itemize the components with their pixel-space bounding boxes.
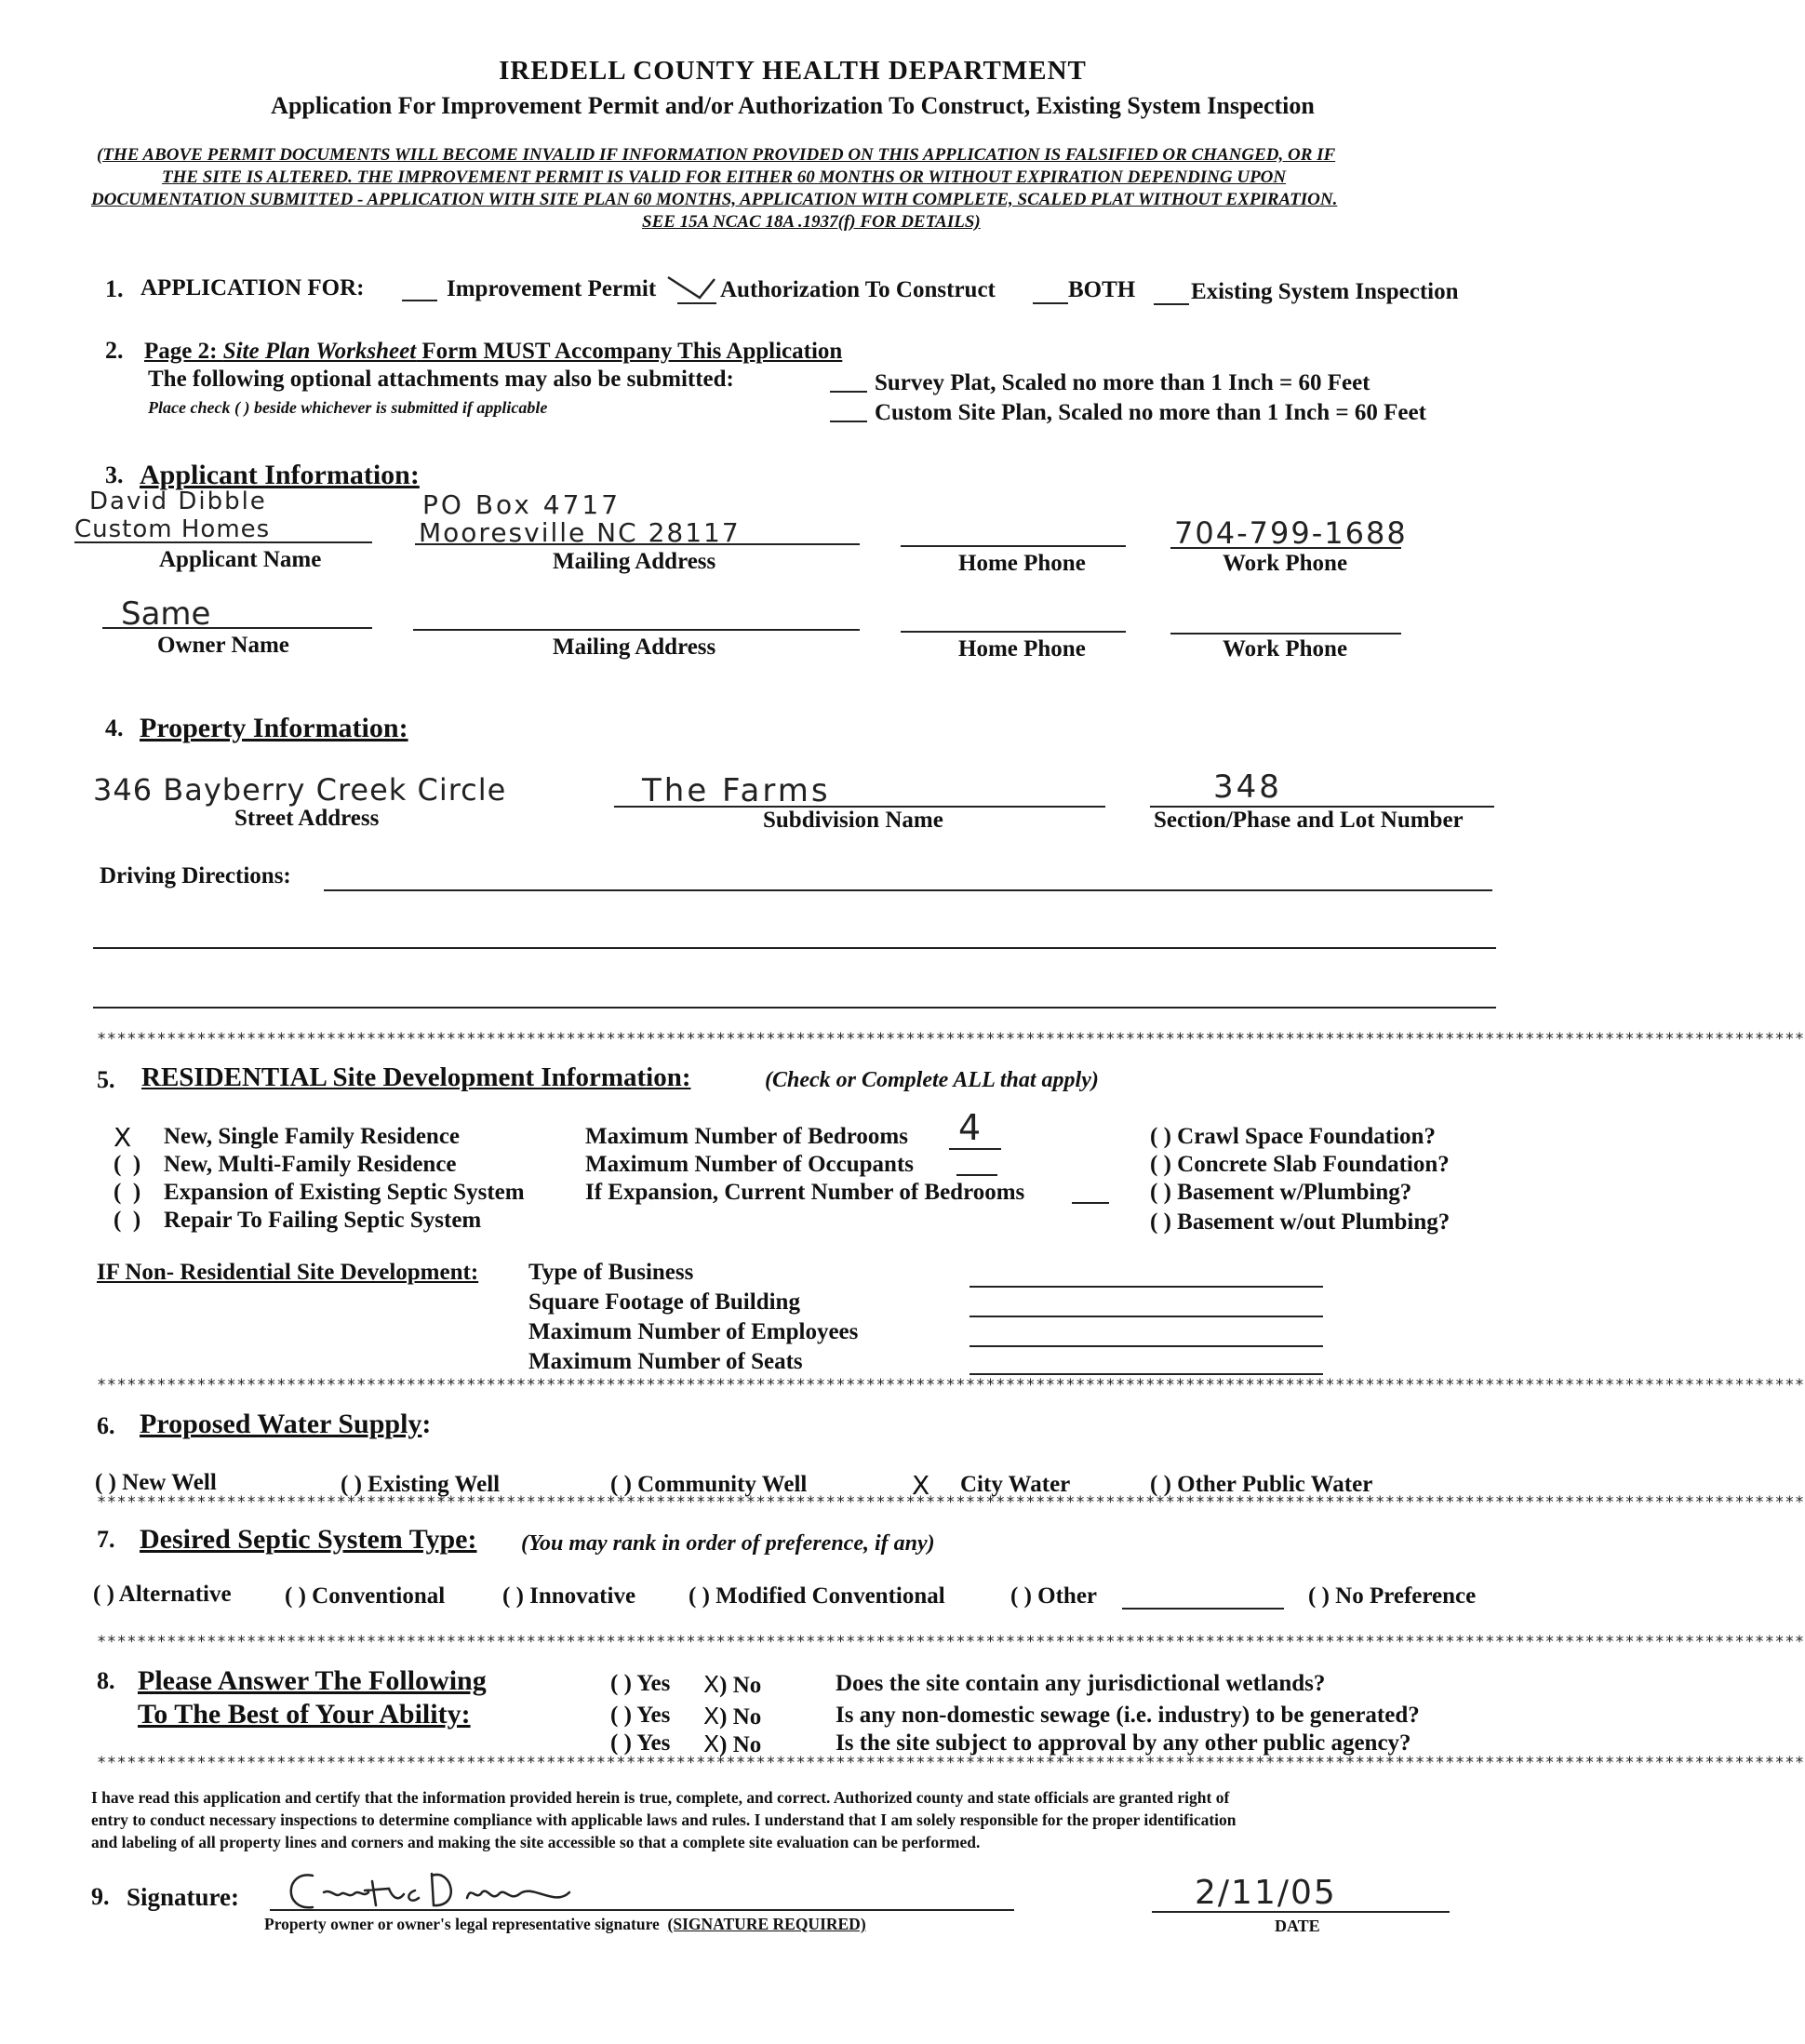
section-number: 2. [105,337,124,364]
property-info-title: Property Information: [140,713,408,743]
separator-stars: *************************************************************************************************************************************************************************** [97,1376,1805,1395]
conventional-option[interactable]: ( ) Conventional [285,1583,446,1609]
driving-directions-line-2[interactable] [93,947,1496,949]
basement-plumbing-checkbox[interactable]: ( ) Basement w/Plumbing? [1150,1180,1412,1205]
basement-no-plumbing-checkbox[interactable]: ( ) Basement w/out Plumbing? [1150,1209,1451,1235]
other-option[interactable]: ( ) Other [1010,1583,1098,1609]
driving-directions-line-1[interactable] [324,889,1492,891]
new-single-family-label: New, Single Family Residence [164,1124,461,1149]
applicant-name-value-line2: Custom Homes [74,515,271,543]
site-plan-suffix: Form MUST Accompany This Application [416,339,843,364]
application-for-label: APPLICATION FOR: [140,275,365,301]
water-supply-title [140,1409,431,1440]
signature-caption-text: Property owner or owner's legal representative signature [264,1915,660,1933]
type-of-business-line[interactable] [969,1286,1323,1288]
modified-conventional-option[interactable]: ( ) Modified Conventional [689,1583,945,1609]
water-supply-title-text: Proposed Water Supply [140,1409,422,1439]
work-phone-line[interactable] [1170,547,1401,549]
septic-type-title: Desired Septic System Type: [140,1524,477,1555]
no-mark: X [703,1671,720,1698]
optional-attachments-text: The following optional attachments may also be submitted: [148,367,734,392]
max-employees-label: Maximum Number of Employees [528,1319,859,1344]
authorization-check-mark [666,274,722,307]
applicant-name-line[interactable] [74,541,372,543]
site-plan-prefix: Page 2: [144,339,223,364]
improvement-permit-blank[interactable] [402,300,437,301]
certification-line2: entry to conduct necessary inspections to determine compliance with applicable laws and rules. I understand that I am solely responsible for the proper identification [91,1810,1237,1829]
basement-no-plumbing-label: ) Basement w/out Plumbing? [1163,1209,1451,1235]
applicant-name-value-line1: David Dibble [89,488,267,515]
other-agency-question: Is the site subject to approval by any other public agency? [836,1730,1411,1756]
no-label: ) No [719,1704,762,1730]
site-plan-requirement [144,339,842,365]
checkbox-mark: X [114,1122,132,1153]
mailing-address-value-line2: Mooresville NC 28117 [419,517,741,548]
mailing-address-label: Mailing Address [553,549,716,574]
separator-stars: *************************************************************************************************************************************************************************** [97,1754,1805,1772]
non-domestic-sewage-question: Is any non-domestic sewage (i.e. industry) to be generated? [836,1703,1420,1728]
other-agency-yes[interactable]: ( ) Yes [610,1730,671,1756]
both-blank[interactable] [1033,302,1068,304]
section-number: 6. [97,1412,115,1439]
crawl-space-checkbox[interactable]: ( ) Crawl Space Foundation? [1150,1124,1436,1149]
septic-type-note: (You may rank in order of preference, if any) [521,1531,935,1556]
other-septic-line[interactable] [1122,1608,1284,1610]
subdivision-value: The Farms [642,772,831,809]
separator-stars: *************************************************************************************************************************************************************************** [97,1633,1805,1651]
validity-notice-line1: (THE ABOVE PERMIT DOCUMENTS WILL BECOME INVALID IF INFORMATION PROVIDED ON THIS APPLICATION IS FALSIFIED OR CHANGED, OR IF [97,145,1336,165]
signature-required: (SIGNATURE REQUIRED) [667,1915,866,1933]
no-preference-option[interactable]: ( ) No Preference [1308,1583,1477,1609]
place-check-instructions: Place check ( ) beside whichever is submitted if applicable [148,398,548,417]
mailing-address-value-line1: PO Box 4717 [422,489,622,520]
street-address-label: Street Address [234,806,380,831]
questions-title-line1: Please Answer The Following [138,1665,487,1696]
no-mark: X [703,1730,720,1757]
repair-checkbox[interactable]: ( ) [114,1208,141,1233]
validity-notice-line3: DOCUMENTATION SUBMITTED - APPLICATION WITH SITE PLAN 60 MONTHS, APPLICATION WITH COMPLETE, SCALED PLAT WITHOUT EXPIRATION. [91,190,1338,209]
applicant-name-label: Applicant Name [159,547,322,572]
section-number: 3. [105,461,124,488]
form-subtitle: Application For Improvement Permit and/or Authorization To Construct, Existing System Inspection [271,92,1315,119]
checkbox-mark: X [912,1470,930,1501]
driving-directions-line-3[interactable] [93,1007,1496,1009]
certification-line1: I have read this application and certify that the information provided herein is true, complete, and correct. Authorized county and state officials are granted right of [91,1788,1230,1807]
expansion-bedrooms-line[interactable] [1072,1202,1109,1204]
new-well-option[interactable]: ( ) New Well [95,1470,217,1495]
section-number: 4. [105,715,124,741]
work-phone-value: 704-799-1688 [1174,515,1408,551]
non-residential-title: IF Non- Residential Site Development: [97,1260,479,1285]
no-mark: X [703,1703,720,1730]
survey-plat-blank[interactable] [830,391,867,393]
section-number: 7. [97,1526,115,1553]
owner-home-phone-label: Home Phone [958,636,1086,661]
home-phone-line[interactable] [901,545,1126,547]
wetlands-yes[interactable]: ( ) Yes [610,1671,671,1696]
community-well-option[interactable]: ( ) Community Well [610,1472,808,1497]
custom-site-plan-blank[interactable] [830,421,867,422]
existing-system-inspection-option: Existing System Inspection [1191,279,1459,304]
owner-mailing-line[interactable] [413,629,860,631]
non-domestic-sewage-no[interactable] [703,1703,761,1730]
survey-plat-option: Survey Plat, Scaled no more than 1 Inch = 60 Feet [875,370,1370,395]
max-bedrooms-label: Maximum Number of Bedrooms [585,1124,908,1149]
owner-work-phone-line[interactable] [1170,633,1401,635]
improvement-permit-option: Improvement Permit [447,276,657,301]
concrete-slab-label: ) Concrete Slab Foundation? [1163,1152,1450,1177]
new-multi-family-label: New, Multi-Family Residence [164,1152,457,1177]
residential-note: (Check or Complete ALL that apply) [765,1068,1099,1092]
max-bedrooms-line[interactable] [949,1148,1001,1150]
custom-site-plan-option: Custom Site Plan, Scaled no more than 1 Inch = 60 Feet [875,400,1426,425]
square-footage-label: Square Footage of Building [528,1289,800,1315]
section-number: 9. [91,1883,110,1910]
site-plan-worksheet: Site Plan Worksheet [222,339,417,364]
repair-label: Repair To Failing Septic System [164,1208,482,1233]
max-seats-label: Maximum Number of Seats [528,1349,803,1374]
owner-name-label: Owner Name [157,633,289,658]
mailing-address-line[interactable] [415,543,860,545]
owner-name-value: Same [121,595,211,633]
form-title: IREDELL COUNTY HEALTH DEPARTMENT [499,56,1087,86]
new-multi-family-checkbox[interactable]: ( ) [114,1152,141,1177]
home-phone-label: Home Phone [958,551,1086,576]
section-number: 1. [105,275,124,302]
separator-stars: *************************************************************************************************************************************************************************** [97,1493,1805,1512]
date-value: 2/11/05 [1195,1874,1337,1912]
expansion-checkbox[interactable]: ( ) [114,1180,141,1205]
expansion-bedrooms-label: If Expansion, Current Number of Bedrooms [585,1180,1025,1205]
both-option: BOTH [1068,277,1136,302]
new-single-family-checkbox[interactable] [114,1122,131,1153]
crawl-space-label: ) Crawl Space Foundation? [1163,1124,1436,1149]
max-bedrooms-value: 4 [958,1107,982,1148]
questions-title-line2: To The Best of Your Ability: [138,1699,471,1730]
basement-plumbing-label: ) Basement w/Plumbing? [1163,1180,1412,1205]
no-label: ) No [719,1673,762,1698]
lot-number-value: 348 [1213,768,1282,806]
max-occupants-label: Maximum Number of Occupants [585,1152,915,1177]
work-phone-label: Work Phone [1223,551,1348,576]
wetlands-no[interactable] [703,1671,761,1699]
water-supply-title-colon: : [421,1409,432,1439]
validity-notice-line2: THE SITE IS ALTERED. THE IMPROVEMENT PERMIT IS VALID FOR EITHER 60 MONTHS OR WITHOUT EXPIRATION DEPENDING UPON [162,167,1287,187]
validity-notice-line4: SEE 15A NCAC 18A .1937(f) FOR DETAILS) [642,212,981,232]
owner-name-line[interactable] [102,627,372,629]
owner-mailing-label: Mailing Address [553,635,716,660]
max-seats-line[interactable] [969,1373,1323,1375]
signature-label: Signature: [127,1883,240,1911]
driving-directions-label: Driving Directions: [100,863,291,888]
section-number: 8. [97,1667,115,1694]
subdivision-label: Subdivision Name [763,808,943,833]
square-footage-line[interactable] [969,1316,1323,1317]
concrete-slab-checkbox[interactable]: ( ) Concrete Slab Foundation? [1150,1152,1450,1177]
max-employees-line[interactable] [969,1345,1323,1347]
section-number: 5. [97,1066,115,1093]
applicant-info-title: Applicant Information: [140,460,420,490]
lot-number-label: Section/Phase and Lot Number [1154,808,1464,833]
signature-line[interactable] [270,1909,1014,1911]
expansion-label: Expansion of Existing Septic System [164,1180,525,1205]
owner-home-phone-line[interactable] [901,631,1126,633]
separator-stars: *************************************************************************************************************************************************************************** [97,1030,1805,1049]
existing-well-option[interactable]: ( ) Existing Well [341,1472,501,1497]
non-domestic-sewage-yes[interactable]: ( ) Yes [610,1703,671,1728]
city-water-label: City Water [960,1472,1071,1497]
no-label: ) No [719,1732,762,1757]
signature-caption [264,1915,866,1934]
owner-work-phone-label: Work Phone [1223,636,1348,661]
other-public-water-option[interactable]: ( ) Other Public Water [1150,1472,1373,1497]
max-occupants-line[interactable] [956,1174,997,1176]
street-address-value: 346 Bayberry Creek Circle [93,772,507,808]
existing-inspection-blank[interactable] [1154,303,1189,305]
type-of-business-label: Type of Business [528,1260,694,1285]
authorization-to-construct-option: Authorization To Construct [720,277,996,302]
innovative-option[interactable]: ( ) Innovative [502,1583,636,1609]
date-line[interactable] [1152,1911,1450,1913]
residential-title: RESIDENTIAL Site Development Information: [141,1062,691,1092]
alternative-option[interactable]: ( ) Alternative [93,1582,232,1607]
wetlands-question: Does the site contain any jurisdictional wetlands? [836,1671,1326,1696]
certification-line3: and labeling of all property lines and corners and making the site accessible so that a complete site evaluation can be performed. [91,1833,981,1851]
date-label: DATE [1275,1917,1320,1935]
